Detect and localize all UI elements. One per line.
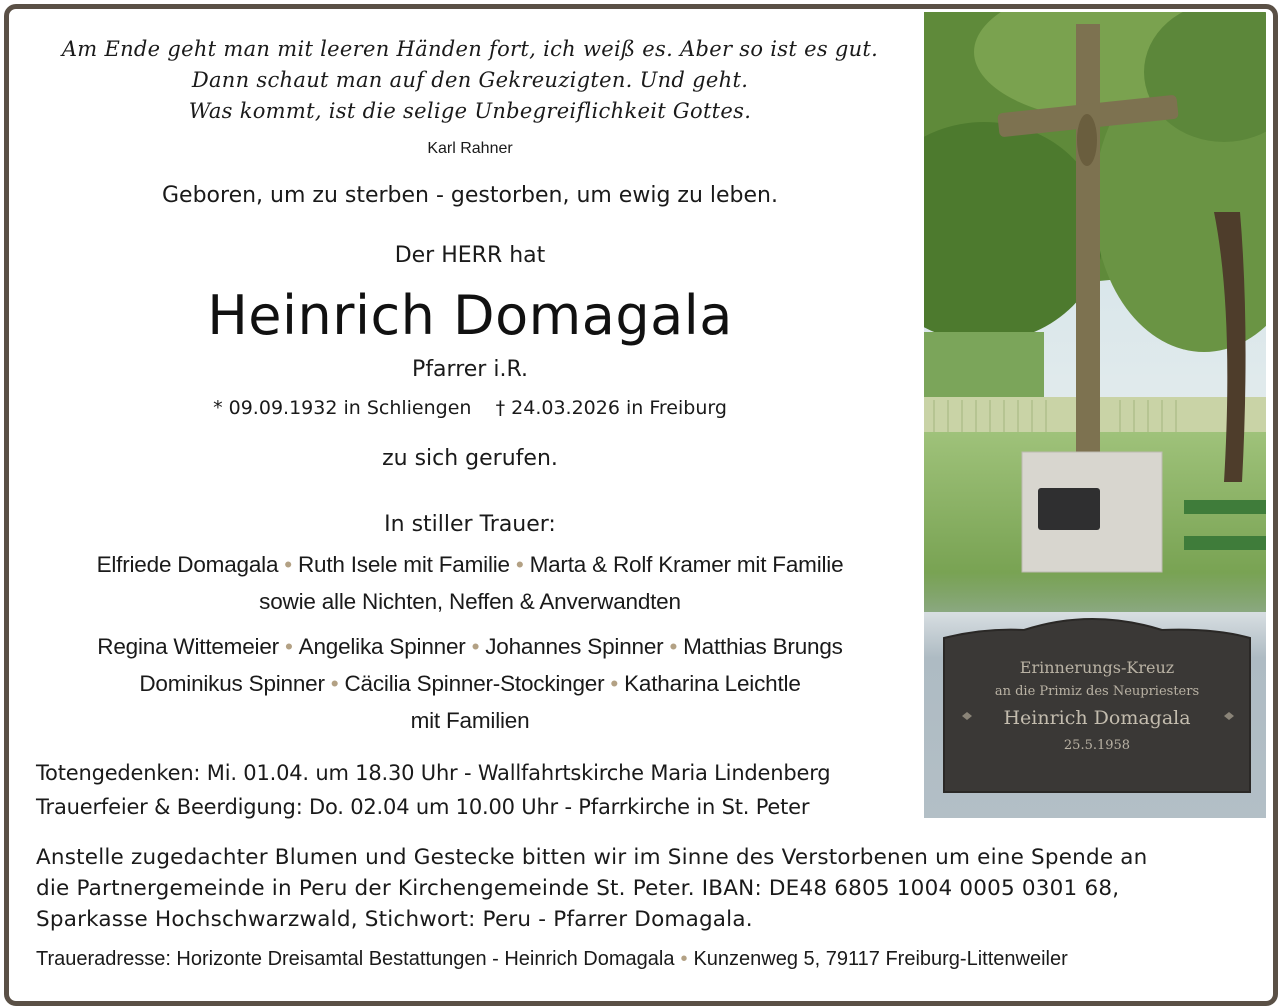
birth-date: * 09.09.1932 in Schliengen [213, 397, 472, 419]
quote-author: Karl Rahner [427, 140, 513, 157]
mourner: Regina Wittemeier [97, 634, 279, 659]
mourner: Elfriede Domagala [96, 552, 279, 577]
quote-line-1: Am Ende geht man mit leeren Händen fort, ich weiß es. Aber so ist es gut. [61, 37, 879, 61]
quote-line-3: Was kommt, ist die selige Unbegreiflichkeit Gottes. [188, 99, 752, 123]
event-funeral: Trauerfeier & Beerdigung: Do. 02.04 um 10.00 Uhr - Pfarrkirche in St. Peter [36, 795, 810, 819]
mourners-line-2: sowie alle Nichten, Neffen & Anverwandten [259, 589, 681, 614]
motto: Geboren, um zu sterben - gestorben, um ewig zu leben. [162, 183, 778, 208]
cross-photo [924, 12, 1266, 818]
intro-text: Der HERR hat [394, 243, 546, 268]
plaque-line-1: Erinnerungs-Kreuz [1019, 658, 1175, 677]
death-date: † 24.03.2026 in Freiburg [495, 397, 727, 419]
quote-line-2: Dann schaut man auf den Gekreuzigten. Und geht. [191, 68, 749, 92]
donation-line-1: Anstelle zugedachter Blumen und Gestecke bitten wir im Sinne des Verstorbenen um eine Spende an [36, 845, 1148, 870]
mourners-line-3 [30, 634, 910, 660]
mourning-heading: In stiller Trauer: [384, 512, 556, 537]
address-part-1: Traueradresse: Horizonte Dreisamtal Bestattungen - Heinrich Domagala [36, 948, 675, 970]
mourner: Matthias Brungs [683, 634, 843, 659]
mourners-line-1 [30, 552, 910, 578]
deceased-title: Pfarrer i.R. [412, 357, 528, 382]
mourners-line-4 [30, 671, 910, 697]
plaque-line-2: an die Primiz des Neupriesters [994, 684, 1200, 699]
mourner: Angelika Spinner [298, 634, 466, 659]
deceased-name: Heinrich Domagala [207, 284, 733, 347]
outro-text: zu sich gerufen. [382, 446, 558, 471]
separator-dot: • [284, 634, 293, 659]
mourner: Marta & Rolf Kramer mit Familie [529, 552, 844, 577]
separator-dot: • [669, 634, 678, 659]
plaque [944, 619, 1250, 792]
plaque-line-4: 25.5.1958 [1063, 738, 1131, 753]
separator-dot: • [471, 634, 480, 659]
mourners-line-5: mit Familien [410, 708, 530, 733]
address-part-2: Kunzenweg 5, 79117 Freiburg-Littenweiler [693, 948, 1068, 970]
life-dates [30, 397, 910, 419]
event-memorial: Totengedenken: Mi. 01.04. um 18.30 Uhr - Wallfahrtskirche Maria Lindenberg [36, 761, 831, 785]
separator-dot: • [284, 552, 292, 577]
donation-text [36, 842, 1246, 935]
separator-dot: • [515, 552, 524, 577]
mourning-address [36, 948, 1068, 971]
mourner: Cäcilia Spinner-Stockinger [344, 671, 605, 696]
mourner: Johannes Spinner [485, 634, 664, 659]
donation-line-3: Sparkasse Hochschwarzwald, Stichwort: Peru - Pfarrer Domagala. [36, 907, 753, 932]
mourner: Ruth Isele mit Familie [297, 552, 510, 577]
plaque-line-3: Heinrich Domagala [1003, 707, 1191, 729]
separator-dot: • [610, 671, 619, 696]
separator-dot: • [680, 948, 688, 970]
donation-line-2: die Partnergemeinde in Peru der Kirchengemeinde St. Peter. IBAN: DE48 6805 1004 0005 0301 68, [36, 876, 1120, 901]
memorial-cross-image [924, 12, 1266, 818]
separator-dot: • [330, 671, 339, 696]
mourner: Katharina Leichtle [624, 671, 801, 696]
mourner: Dominikus Spinner [139, 671, 325, 696]
